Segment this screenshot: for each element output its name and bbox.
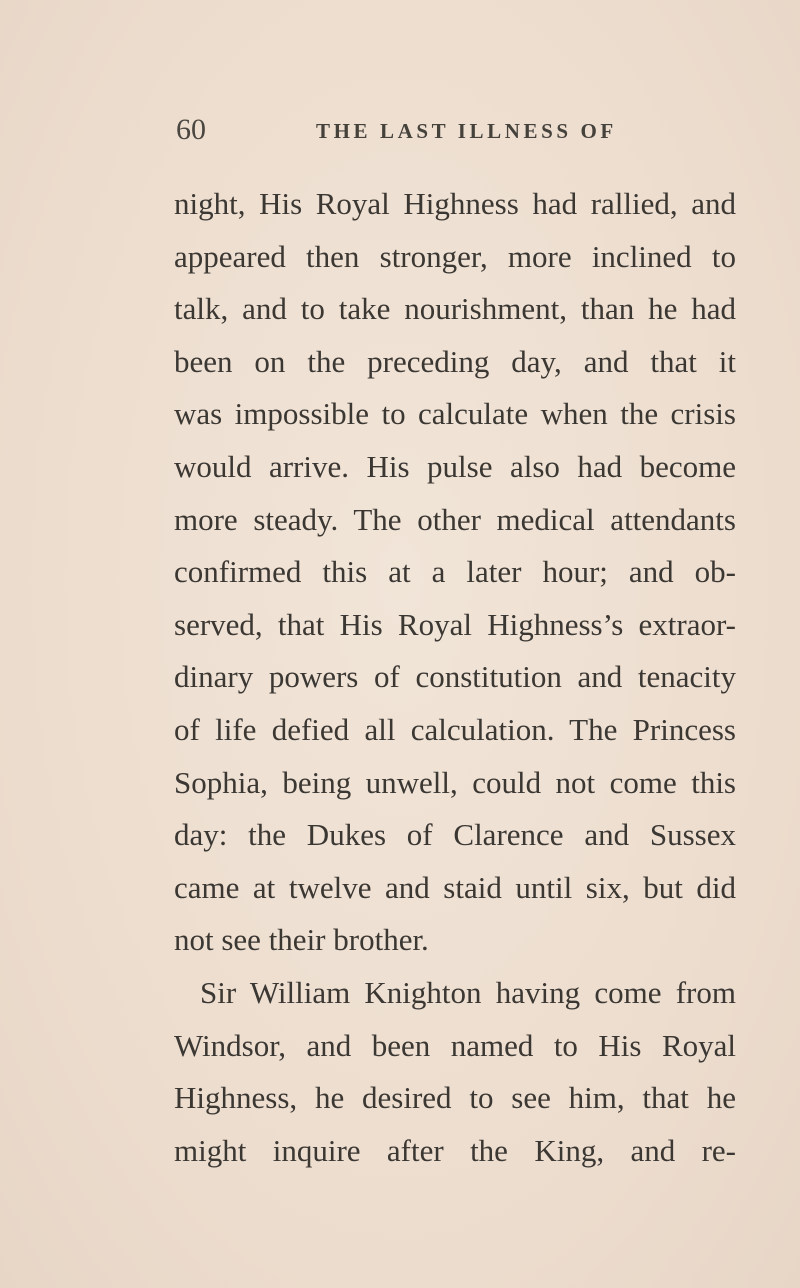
text-line: confirmed this at a later hour; and ob- — [174, 554, 736, 590]
text-line: talk, and to take nourishment, than he had — [174, 291, 736, 327]
text-line: dinary powers of constitution and tenacity — [174, 659, 736, 695]
text-line: served, that His Royal Highness’s extraor- — [174, 606, 736, 642]
text-line: of life defied all calculation. The Princess — [174, 711, 736, 747]
text-line: Highness, he desired to see him, that he — [174, 1080, 736, 1116]
text-line: more steady. The other medical attendants — [174, 501, 736, 537]
text-line: Sophia, being unwell, could not come this — [174, 764, 736, 800]
text-line: might inquire after the King, and re- — [174, 1132, 736, 1168]
text-line: day: the Dukes of Clarence and Sussex — [174, 817, 736, 853]
running-title: THE LAST ILLNESS OF — [316, 119, 617, 143]
running-head — [0, 112, 800, 152]
text-line: Windsor, and been named to His Royal — [174, 1027, 736, 1063]
page-number: 60 — [176, 113, 206, 146]
text-line: been on the preceding day, and that it — [174, 343, 736, 379]
text-line: was impossible to calculate when the crisis — [174, 396, 736, 432]
body-text — [174, 182, 736, 1181]
text-line: would arrive. His pulse also had become — [174, 448, 736, 484]
text-line: came at twelve and staid until six, but did — [174, 869, 736, 905]
text-line: night, His Royal Highness had rallied, and — [174, 186, 736, 221]
paragraph-end-line: not see their brother. — [174, 922, 429, 958]
text-line: appeared then stronger, more inclined to — [174, 238, 736, 274]
paragraph-start-line: Sir William Knighton having come from — [200, 974, 736, 1010]
